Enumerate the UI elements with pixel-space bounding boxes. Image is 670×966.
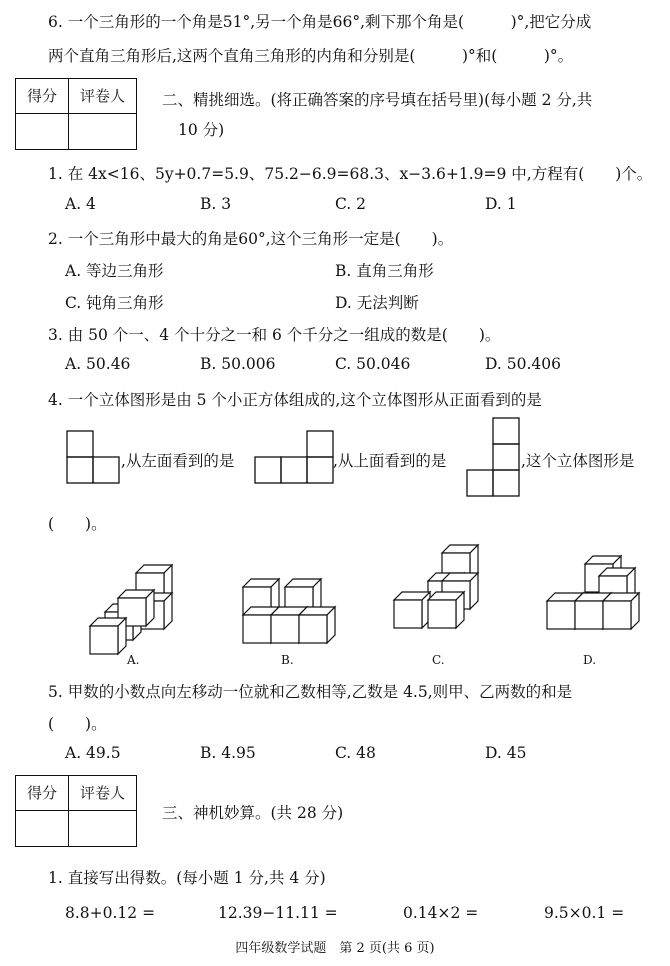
q6-line1: 6. 一个三角形的一个角是51°,另一个角是66°,剩下那个角是( )°,把它分成	[48, 13, 592, 31]
s3-q1-item-2: 12.39−11.11 =	[218, 904, 338, 922]
s2-q5-blank: ( )。	[48, 715, 107, 733]
s2-q4-blank: ( )。	[48, 515, 107, 533]
s2-q5-option-b: B. 4.95	[200, 744, 256, 762]
page-footer: 四年级数学试题 第 2 页(共 6 页)	[235, 941, 435, 956]
s2-q3-option-b: B. 50.006	[200, 355, 276, 373]
s2-q3-text: 3. 由 50 个一、4 个十分之一和 6 个千分之一组成的数是( )。	[48, 326, 501, 344]
section2-title-line2: 10 分)	[178, 121, 225, 139]
s3-q1-text: 1. 直接写出得数。(每小题 1 分,共 4 分)	[48, 869, 326, 887]
s2-q3-option-d: D. 50.406	[485, 355, 561, 373]
score-box-section3	[15, 775, 137, 847]
q6-line2: 两个直角三角形后,这两个直角三角形的内角和分别是( )°和( )°。	[48, 47, 574, 65]
s2-q4-solid-label: ,这个立体图形是	[521, 452, 635, 470]
s2-q1-option-d: D. 1	[485, 195, 517, 213]
solid-choice-b	[243, 579, 335, 643]
s3-q1-item-3: 0.14×2 =	[403, 904, 479, 922]
s2-q5-option-c: C. 48	[335, 744, 376, 762]
s2-q4-left-view-label: ,从左面看到的是	[121, 452, 235, 470]
s3-q1-item-4: 9.5×0.1 =	[544, 904, 625, 922]
s2-q4-text: 4. 一个立体图形是由 5 个小正方体组成的,这个立体图形从正面看到的是	[48, 391, 542, 409]
score-label: 得分	[26, 87, 57, 105]
solid-choice-a	[90, 565, 172, 654]
section3-title: 三、神机妙算。(共 28 分)	[162, 804, 344, 822]
s2-q1-option-b: B. 3	[200, 195, 232, 213]
s2-q1-option-a: A. 4	[65, 195, 96, 213]
s2-q1-option-c: C. 2	[335, 195, 367, 213]
solid-choice-c	[394, 545, 478, 628]
s2-q2-option-a: A. 等边三角形	[65, 262, 164, 280]
s2-q2-option-d: D. 无法判断	[335, 294, 419, 312]
s2-q2-option-c: C. 钝角三角形	[65, 294, 164, 312]
solid-label-a: A.	[127, 653, 140, 667]
s2-q5-option-a: A. 49.5	[65, 744, 121, 762]
section2-title-line1: 二、精挑细选。(将正确答案的序号填在括号里)(每小题 2 分,共	[162, 91, 593, 109]
s2-q2-text: 2. 一个三角形中最大的角是60°,这个三角形一定是( )。	[48, 230, 454, 248]
s2-q3-option-c: C. 50.046	[335, 355, 411, 373]
s2-q4-top-view-label: ,从上面看到的是	[333, 452, 447, 470]
solid-label-d: D.	[583, 653, 597, 667]
score-label: 得分	[26, 784, 57, 802]
s2-q5-text: 5. 甲数的小数点向左移动一位就和乙数相等,乙数是 4.5,则甲、乙两数的和是	[48, 683, 573, 701]
s2-q3-option-a: A. 50.46	[65, 355, 131, 373]
s3-q1-item-1: 8.8+0.12 =	[65, 904, 156, 922]
s2-q5-option-d: D. 45	[485, 744, 527, 762]
s2-q1-text: 1. 在 4x<16、5y+0.7=5.9、75.2−6.9=68.3、x−3.6+1.9=9 中,方程有( )个。	[48, 165, 653, 183]
grader-label: 评卷人	[79, 87, 125, 105]
solid-label-b: B.	[281, 653, 294, 667]
s2-q2-option-b: B. 直角三角形	[335, 262, 434, 280]
solid-choice-d	[547, 556, 639, 629]
solid-label-c: C.	[432, 653, 445, 667]
grader-label: 评卷人	[79, 784, 125, 802]
